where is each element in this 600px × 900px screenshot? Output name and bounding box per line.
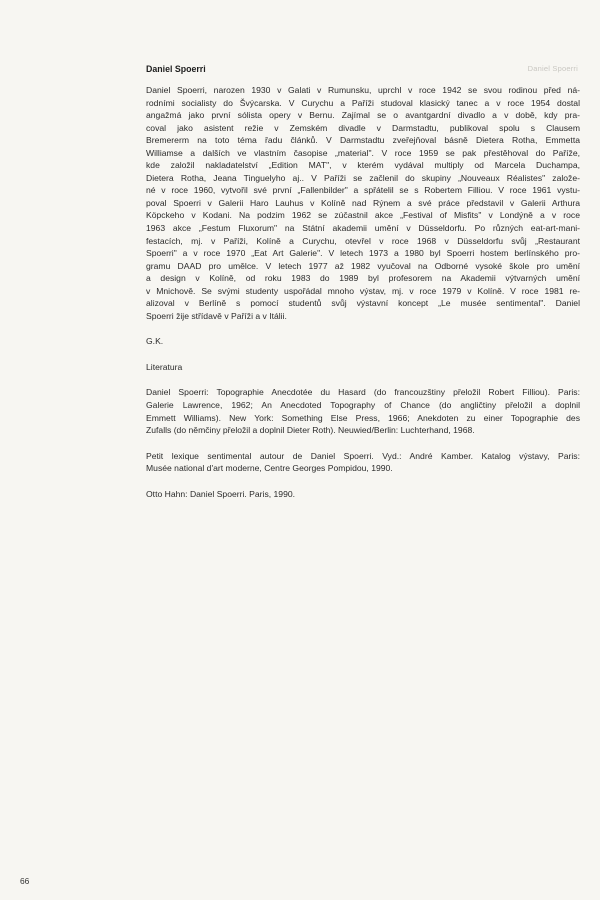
literature-entry: [146, 386, 580, 436]
article-body: [146, 63, 580, 513]
text-line: Spoerri" a v roce 1970 „Eat Art Galerie". V letech 1973 a 1980 byl Spoerri hostem berlínského pro-: [146, 248, 580, 259]
article-title: Daniel Spoerri: [146, 64, 206, 74]
page-number: 66: [20, 876, 30, 886]
text-line: gramu DAAD pro umělce. V letech 1977 až 1982 vyučoval na Odborné vysoké škole pro umění: [146, 260, 580, 271]
text-line: kde založil nakladatelství „Edition MAT", v kterém vydával multiply od Marcela Duchampa,: [146, 160, 580, 171]
author-initials: G.K.: [146, 336, 164, 347]
text-line: Musée national d'art moderne, Centre Georges Pompidou, 1990.: [146, 463, 393, 474]
text-line: coval jako asistent režie v Zemském divadle v Darmstadtu, publikoval spolu s Clausem: [146, 122, 580, 133]
text-line: Daniel Spoerri, narozen 1930 v Galati v Rumunsku, uprchl v roce 1942 se svou rodinou před ná-: [146, 85, 580, 95]
text-line: Zufalls (do němčiny přeložil a doplnil Dieter Roth). Neuwied/Berlin: Luchterhand, 1968.: [146, 425, 475, 436]
text-line: Bremererm na toto téma řadu článků. V Darmstadtu zveřejňoval básně Dietera Rotha, Emmetta: [146, 135, 580, 146]
literature-heading: Literatura: [146, 361, 183, 372]
text-line: Emmett Williams). New York: Something Else Press, 1966; Anekdoten zu einer Topographie des: [146, 412, 580, 423]
text-line: poval Spoerri v Galerii Haro Lauhus v Kolíně nad Rýnem a své práce představil v Galerii Arthura: [146, 197, 580, 208]
literature-entry: Otto Hahn: Daniel Spoerri. Paris, 1990.: [146, 488, 296, 499]
text-line: alizoval v Berlíně s pomocí studentů svůj výstavní koncept „Le musée sentimental". Daniel: [146, 298, 580, 309]
text-line: festacích, mj. v Paříži, Kolíně a Curychu, otevřel v roce 1968 v Düsseldorfu svůj „Restaurant: [146, 235, 580, 246]
text-line: Köpckeho v Kodani. Na podzim 1962 se zúčastnil akce „Festival of Misfits" v Londýně a v roce: [146, 210, 580, 221]
running-header: Daniel Spoerri: [527, 64, 578, 73]
text-line: né v roce 1960, vytvořil své první „Fallenbilder" a spřátelil se s Robertem Filliou. V roce 1961 vystu-: [146, 185, 580, 196]
literature-entry: [146, 450, 580, 475]
biography-paragraph: [146, 84, 580, 322]
text-line: Daniel Spoerri: Topographie Anecdotée du Hasard (do francouzštiny přeložil Robert Filliou). Paris:: [146, 387, 580, 398]
text-line: angažmá jako první sólista opery v Bernu. Zajímal se o avantgardní divadlo a v době, kdy pra-: [146, 110, 580, 121]
text-line: Galerie Lawrence, 1962; An Anecdoted Topography of Chance (do angličtiny přeložil a doplnil: [146, 400, 580, 411]
text-line: Dietera Rotha, Jeana Tinguelyho aj.. V Paříži se začlenil do skupiny „Nouveaux Réalistes" založe-: [146, 172, 580, 183]
text-line: rodními socialisty do Švýcarska. V Curychu a Paříži studoval klasický tanec a v roce 1954 dostal: [146, 97, 580, 108]
text-line: a design v Kolíně, od roku 1983 do 1989 byl profesorem na Akademii výtvarných umění: [146, 273, 580, 284]
text-line: 1963 akce „Festum Fluxorum" na Státní akademii umění v Düsseldorfu. Po různých eat-art-mani-: [146, 223, 580, 234]
text-line: Spoerri žije střídavě v Paříži a v Itálii.: [146, 310, 287, 321]
text-line: v Mnichově. Se svými studenty uspořádal mnoho výstav, mj. v roce 1979 v Kolíně. V roce 1981 re-: [146, 285, 580, 296]
text-line: Petit lexique sentimental autour de Daniel Spoerri. Vyd.: André Kamber. Katalog výstavy, Paris:: [146, 450, 580, 461]
text-line: Williamse a dalších ve vlastním časopise „material". V roce 1959 se pak přestěhoval do Paříže,: [146, 147, 580, 158]
